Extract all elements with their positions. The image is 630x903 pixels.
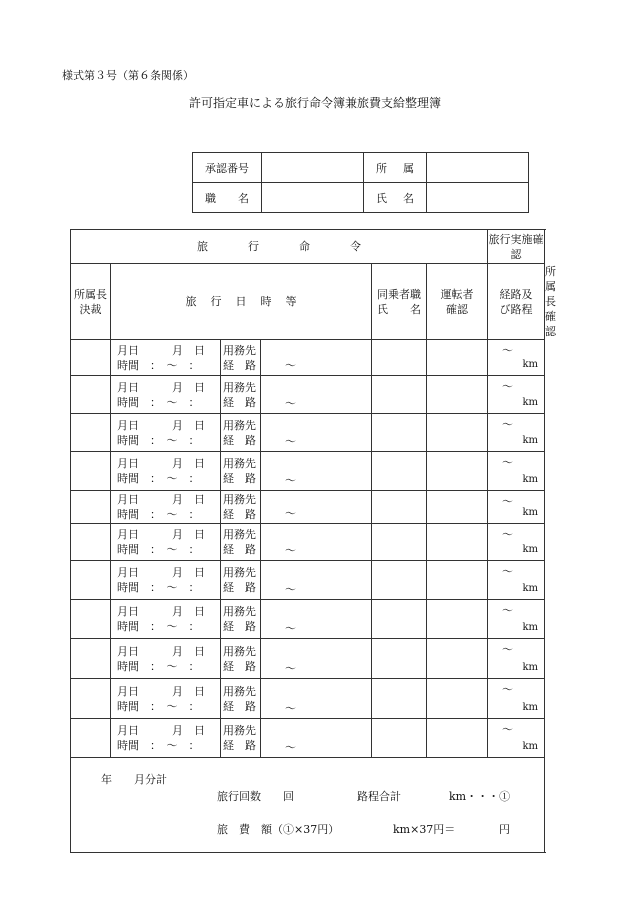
- time-line: 時間 ： ～ ：: [117, 581, 200, 594]
- time-line: 時間 ： ～ ：: [117, 739, 200, 752]
- dept-head-decision-header: 所属長 決裁: [71, 264, 111, 340]
- dept-head-decision-cell[interactable]: [71, 491, 111, 524]
- distance-tilde: ～: [502, 643, 513, 656]
- purpose-label: 用務先: [223, 724, 256, 737]
- route-tilde: ～: [285, 507, 296, 520]
- distance-cell[interactable]: [488, 679, 545, 719]
- affiliation-label: 所属: [364, 153, 427, 183]
- distance-tilde: ～: [502, 723, 513, 736]
- purpose-cell[interactable]: [221, 452, 261, 491]
- route-label: 経 路: [223, 620, 256, 633]
- distance-tilde: ～: [502, 380, 513, 393]
- travel-row: [71, 376, 545, 414]
- companion-name-header: 同乗者職 氏 名: [372, 264, 427, 340]
- purpose-label: 用務先: [223, 644, 256, 658]
- datetime-cell[interactable]: [111, 679, 221, 719]
- dept-head-decision-cell[interactable]: [71, 719, 111, 758]
- purpose-label: 用務先: [223, 605, 256, 618]
- date-line: 月日 月 日: [117, 644, 205, 658]
- time-line: 時間 ： ～ ：: [117, 543, 200, 556]
- distance-tilde: ～: [502, 683, 513, 696]
- companion-cell[interactable]: [372, 561, 427, 600]
- trip-count-label: 旅行回数 回: [217, 790, 294, 803]
- date-line: 月日 月 日: [117, 566, 205, 579]
- route-tilde: ～: [285, 397, 296, 410]
- travel-order-heading-text: 旅行命令: [197, 240, 401, 253]
- distance-tilde: ～: [502, 528, 513, 541]
- travel-row: [71, 524, 545, 561]
- companion-cell[interactable]: [372, 679, 427, 719]
- companion-cell[interactable]: [372, 524, 427, 561]
- route-tilde: ～: [285, 474, 296, 487]
- purpose-label: 用務先: [223, 493, 256, 506]
- position-label: 職名: [193, 183, 262, 213]
- dept-head-decision-cell[interactable]: [71, 340, 111, 376]
- dept-head-decision-cell[interactable]: [71, 376, 111, 414]
- date-line: 月日 月 日: [117, 380, 205, 394]
- datetime-cell[interactable]: [111, 639, 221, 679]
- travel-row: [71, 600, 545, 639]
- cost-formula-label: km×37円＝: [393, 823, 456, 836]
- travel-row: [71, 561, 545, 600]
- travel-cost-label: 旅 費 額（①×37円）: [217, 823, 340, 836]
- km-unit: km: [522, 662, 538, 673]
- purpose-cell[interactable]: [221, 491, 261, 524]
- time-line: 時間 ： ～ ：: [117, 472, 200, 485]
- purpose-cell[interactable]: [221, 679, 261, 719]
- route-cell[interactable]: [261, 679, 372, 719]
- driver-confirm-cell[interactable]: [427, 561, 488, 600]
- purpose-cell[interactable]: [221, 340, 261, 376]
- route-label: 経 路: [223, 472, 256, 485]
- purpose-label: 用務先: [223, 380, 256, 394]
- travel-row: [71, 679, 545, 719]
- km-unit: km: [522, 397, 538, 408]
- distance-cell[interactable]: [488, 600, 545, 639]
- datetime-cell[interactable]: [111, 600, 221, 639]
- travel-row: [71, 340, 545, 376]
- purpose-label: 用務先: [223, 528, 256, 541]
- dept-head-decision-cell[interactable]: [71, 679, 111, 719]
- dept-head-decision-cell[interactable]: [71, 452, 111, 491]
- driver-confirm-cell[interactable]: [427, 679, 488, 719]
- km-unit: km: [522, 741, 538, 752]
- km-unit: km: [522, 507, 538, 518]
- route-cell[interactable]: [261, 719, 372, 758]
- companion-cell[interactable]: [372, 639, 427, 679]
- dept-head-decision-cell[interactable]: [71, 524, 111, 561]
- date-line: 月日 月 日: [117, 493, 205, 506]
- route-cell[interactable]: [261, 600, 372, 639]
- date-line: 月日 月 日: [117, 343, 205, 357]
- purpose-cell[interactable]: [221, 561, 261, 600]
- route-cell[interactable]: [261, 491, 372, 524]
- companion-cell[interactable]: [372, 340, 427, 376]
- route-cell[interactable]: [261, 414, 372, 452]
- distance-cell[interactable]: [488, 639, 545, 679]
- companion-cell[interactable]: [372, 376, 427, 414]
- distance-tilde: ～: [502, 456, 513, 469]
- date-line: 月日 月 日: [117, 457, 205, 470]
- route-tilde: ～: [285, 702, 296, 715]
- form-number: 様式第３号（第６条関係）: [62, 69, 194, 82]
- dept-head-decision-cell[interactable]: [71, 561, 111, 600]
- route-label: 経 路: [223, 433, 256, 447]
- companion-cell[interactable]: [372, 600, 427, 639]
- km-unit: km: [522, 435, 538, 446]
- km-unit: km: [522, 544, 538, 555]
- distance-cell[interactable]: [488, 376, 545, 414]
- travel-confirm-heading: 旅行実施確認: [488, 230, 545, 264]
- monthly-summary: [71, 758, 545, 853]
- km-unit: km: [522, 474, 538, 485]
- datetime-cell[interactable]: [111, 524, 221, 561]
- distance-tilde: ～: [502, 418, 513, 431]
- date-line: 月日 月 日: [117, 724, 205, 737]
- purpose-cell[interactable]: [221, 600, 261, 639]
- route-cell[interactable]: [261, 452, 372, 491]
- distance-cell[interactable]: [488, 414, 545, 452]
- route-distance-header: 経路及 び路程: [488, 264, 545, 340]
- route-label: 経 路: [223, 543, 256, 556]
- route-tilde: ～: [285, 622, 296, 635]
- distance-cell[interactable]: [488, 524, 545, 561]
- travel-order-heading: [71, 230, 488, 264]
- travel-datetime-header-text: 旅行日時等: [185, 295, 311, 308]
- time-line: 時間 ： ～ ：: [117, 358, 200, 372]
- purpose-label: 用務先: [223, 566, 256, 579]
- travel-row: [71, 491, 545, 524]
- travel-row: [71, 452, 545, 491]
- date-line: 月日 月 日: [117, 605, 205, 618]
- route-tilde: ～: [285, 544, 296, 557]
- km-unit: km: [522, 702, 538, 713]
- companion-cell[interactable]: [372, 452, 427, 491]
- distance-tilde: ～: [502, 344, 513, 357]
- purpose-label: 用務先: [223, 418, 256, 432]
- route-label: 経 路: [223, 739, 256, 752]
- driver-confirm-cell[interactable]: [427, 491, 488, 524]
- purpose-cell[interactable]: [221, 719, 261, 758]
- travel-order-table: 旅行命令 旅行実施確認 所属長 決裁 旅行日時等 同乗者職 氏 名 運転者 確認 経路及 び路程 所属長 確認 月日 月 日 時間 ： ～ ： 用務先 経 路 ～ ～ km 月日 月 日 時間 ： ～ ： 用務先 経 路 ～ ～ km 月日 月 日 時間 ： ～ ： 用務先 経 路 ～ ～ km 月日 月 日 時間 ： ～ ： 用務先 経 路 ～ ～ km 月日 月 日 時間 ： ～ ： 用務先 経 路 ～ ～ km 月日 月 日 時間 ： ～ ： 用務先 経 路 ～ ～ km 月日 月 日 時間 ： ～ ： 用務先 経 路 ～ ～ km 月日 月 日 時間 ： ～ ： 用務先 経 路 ～ ～ km 月日 月 日 時間 ： ～ ： 用務先 経 路 ～ ～ km 月日 月 日 時間 ： ～ ： 用務先 経 路 ～ ～ km 月日 月 日 時間 ： ～ ： 用務先 経 路 ～ ～ km 年 月分計 旅行回数 回 路程合計 km・・・① 旅 費 額（①×37円） km×37円＝ 円: [70, 229, 545, 853]
- purpose-label: 用務先: [223, 343, 256, 357]
- companion-cell[interactable]: [372, 414, 427, 452]
- route-tilde: ～: [285, 583, 296, 596]
- time-line: 時間 ： ～ ：: [117, 508, 200, 521]
- route-total-label: 路程合計: [357, 790, 401, 803]
- time-line: 時間 ： ～ ：: [117, 659, 200, 673]
- driver-confirm-cell[interactable]: [427, 719, 488, 758]
- distance-cell[interactable]: [488, 340, 545, 376]
- date-line: 月日 月 日: [117, 418, 205, 432]
- distance-tilde: ～: [502, 604, 513, 617]
- date-line: 月日 月 日: [117, 684, 205, 698]
- route-label: 経 路: [223, 581, 256, 594]
- driver-confirm-cell[interactable]: [427, 524, 488, 561]
- route-label: 経 路: [223, 659, 256, 673]
- dept-head-decision-cell[interactable]: [71, 639, 111, 679]
- route-cell[interactable]: [261, 376, 372, 414]
- driver-confirm-cell[interactable]: [427, 414, 488, 452]
- approval-table: [192, 152, 529, 213]
- route-tilde: ～: [285, 359, 296, 372]
- route-label: 経 路: [223, 358, 256, 372]
- approval-number-field[interactable]: [262, 153, 364, 183]
- approval-number-label: 承認番号: [193, 153, 262, 183]
- km-unit: km: [522, 622, 538, 633]
- route-label: 経 路: [223, 699, 256, 713]
- datetime-cell[interactable]: [111, 452, 221, 491]
- position-field[interactable]: [262, 183, 364, 213]
- route-cell[interactable]: [261, 524, 372, 561]
- companion-cell[interactable]: [372, 719, 427, 758]
- name-label: 氏名: [364, 183, 427, 213]
- distance-cell[interactable]: [488, 452, 545, 491]
- companion-cell[interactable]: [372, 491, 427, 524]
- affiliation-field[interactable]: [427, 153, 529, 183]
- distance-cell[interactable]: [488, 719, 545, 758]
- purpose-cell[interactable]: [221, 524, 261, 561]
- route-label: 経 路: [223, 508, 256, 521]
- route-cell[interactable]: [261, 639, 372, 679]
- date-line: 月日 月 日: [117, 528, 205, 541]
- travel-datetime-header: [111, 264, 372, 340]
- route-label: 経 路: [223, 395, 256, 409]
- time-line: 時間 ： ～ ：: [117, 620, 200, 633]
- time-line: 時間 ： ～ ：: [117, 395, 200, 409]
- km-unit: km: [522, 359, 538, 370]
- route-cell[interactable]: [261, 340, 372, 376]
- distance-tilde: ～: [502, 565, 513, 578]
- purpose-label: 用務先: [223, 684, 256, 698]
- travel-row: [71, 414, 545, 452]
- dept-head-decision-cell[interactable]: [71, 414, 111, 452]
- purpose-cell[interactable]: [221, 376, 261, 414]
- month-total-label: 年 月分計: [101, 773, 167, 786]
- purpose-cell[interactable]: [221, 414, 261, 452]
- datetime-cell[interactable]: [111, 414, 221, 452]
- datetime-cell[interactable]: [111, 491, 221, 524]
- driver-confirm-cell[interactable]: [427, 340, 488, 376]
- km-marker-label: km・・・①: [449, 790, 511, 803]
- driver-confirm-cell[interactable]: [427, 452, 488, 491]
- driver-confirm-cell[interactable]: [427, 639, 488, 679]
- datetime-cell[interactable]: [111, 561, 221, 600]
- travel-row: [71, 639, 545, 679]
- dept-head-decision-cell[interactable]: [71, 600, 111, 639]
- datetime-cell[interactable]: [111, 340, 221, 376]
- distance-tilde: ～: [502, 495, 513, 508]
- route-tilde: ～: [285, 662, 296, 675]
- purpose-cell[interactable]: [221, 639, 261, 679]
- yen-label: 円: [499, 823, 510, 836]
- route-cell[interactable]: [261, 561, 372, 600]
- time-line: 時間 ： ～ ：: [117, 433, 200, 447]
- travel-row: [71, 719, 545, 758]
- document-title: 許可指定車による旅行命令簿兼旅費支給整理簿: [188, 96, 441, 110]
- km-unit: km: [522, 583, 538, 594]
- purpose-label: 用務先: [223, 457, 256, 470]
- name-field[interactable]: [427, 183, 529, 213]
- distance-cell[interactable]: [488, 561, 545, 600]
- datetime-cell[interactable]: [111, 376, 221, 414]
- time-line: 時間 ： ～ ：: [117, 699, 200, 713]
- route-tilde: ～: [285, 435, 296, 448]
- distance-cell[interactable]: [488, 491, 545, 524]
- datetime-cell[interactable]: [111, 719, 221, 758]
- driver-confirm-header: 運転者 確認: [427, 264, 488, 340]
- route-tilde: ～: [285, 741, 296, 754]
- driver-confirm-cell[interactable]: [427, 376, 488, 414]
- driver-confirm-cell[interactable]: [427, 600, 488, 639]
